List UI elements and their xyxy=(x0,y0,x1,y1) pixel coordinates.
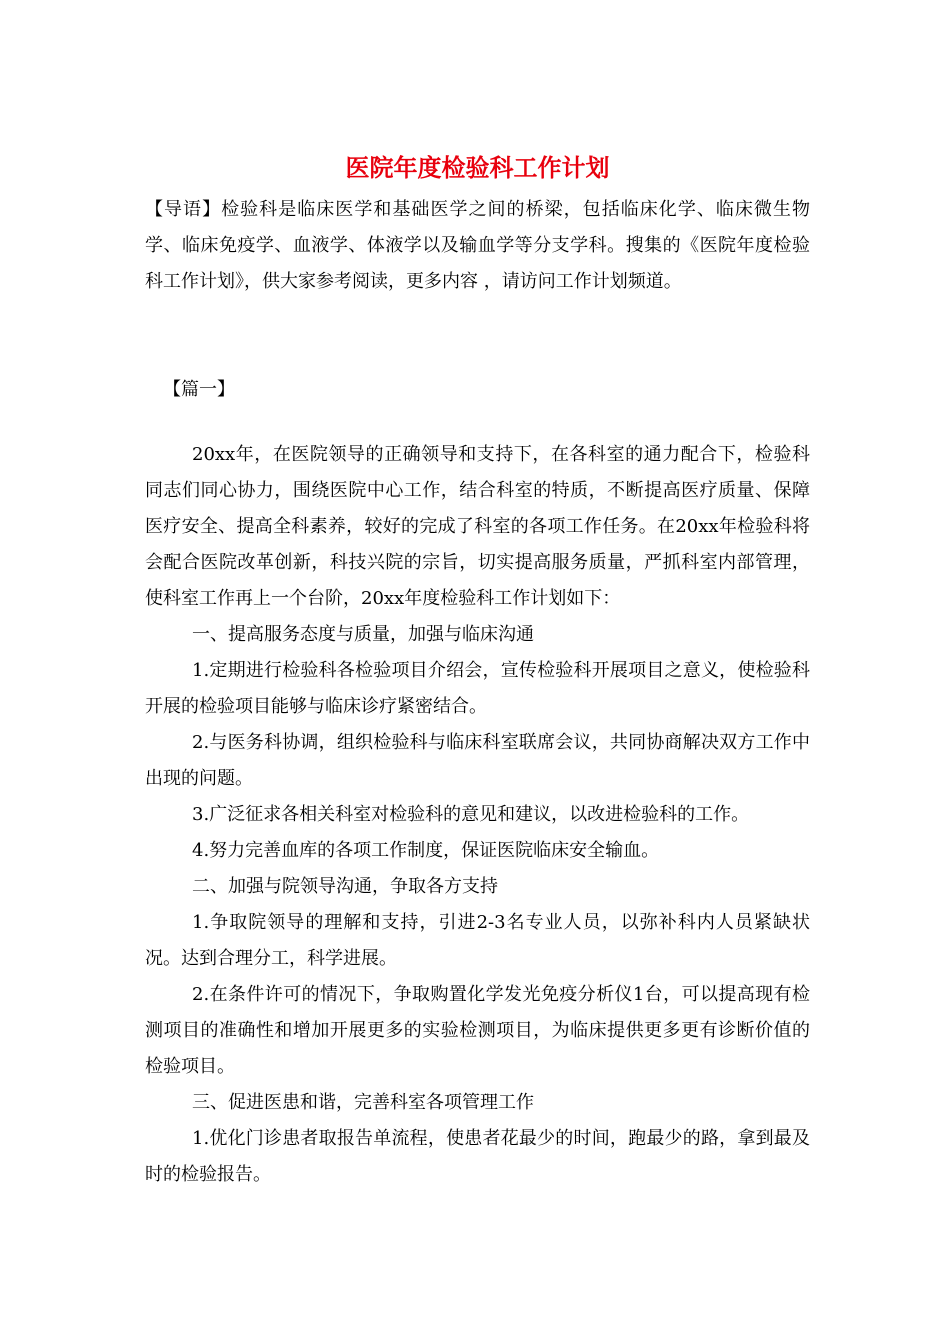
list-item: 1.优化门诊患者取报告单流程，使患者花最少的时间，跑最少的路，拿到最及时的检验报告。 xyxy=(145,1128,810,1185)
list-item: 3.广泛征求各相关科室对检验科的意见和建议，以改进检验科的工作。 xyxy=(192,804,750,825)
document-title: 医院年度检验科工作计划 xyxy=(345,153,610,182)
section-heading: 三、促进医患和谐，完善科室各项管理工作 xyxy=(192,1092,534,1113)
list-item: 1.定期进行检验科各检验项目介绍会，宣传检验科开展项目之意义，使检验科开展的检验项目能够与临床诊疗紧密结合。 xyxy=(145,660,810,717)
body-paragraph: 20xx年，在医院领导的正确领导和支持下，在各科室的通力配合下，检验科同志们同心协力，围绕医院中心工作，结合科室的特质，不断提高医疗质量、保障医疗安全、提高全科素养，较好的完成了科室的各项工作任务。在20xx年检验科将会配合医院改革创新，科技兴院的宗旨，切实提高服务质量，严抓科室内部管理，使科室工作再上一个台阶，20xx年度检验科工作计划如下： xyxy=(145,444,810,609)
section-label: 【篇一】 xyxy=(163,379,235,400)
section-heading: 一、提高服务态度与质量，加强与临床沟通 xyxy=(192,624,534,645)
list-item: 1.争取院领导的理解和支持，引进2-3名专业人员，以弥补科内人员紧缺状况。达到合理分工，科学进展。 xyxy=(145,912,810,969)
list-item: 2.与医务科协调，组织检验科与临床科室联席会议，共同协商解决双方工作中出现的问题。 xyxy=(145,732,810,789)
section-heading: 二、加强与院领导沟通，争取各方支持 xyxy=(192,876,498,897)
intro-paragraph: 【导语】检验科是临床医学和基础医学之间的桥梁，包括临床化学、临床微生物学、临床免疫学、血液学、体液学以及输血学等分支学科。搜集的《医院年度检验科工作计划》，供大家参考阅读，更多内容 ，请访问工作计划频道。 xyxy=(145,199,810,292)
body-text xyxy=(145,437,810,1193)
list-item: 2.在条件许可的情况下，争取购置化学发光免疫分析仪1台，可以提高现有检测项目的准确性和增加开展更多的实验检测项目，为临床提供更多更有诊断价值的检验项目。 xyxy=(145,984,810,1077)
list-item: 4.努力完善血库的各项工作制度，保证医院临床安全输血。 xyxy=(192,840,660,861)
